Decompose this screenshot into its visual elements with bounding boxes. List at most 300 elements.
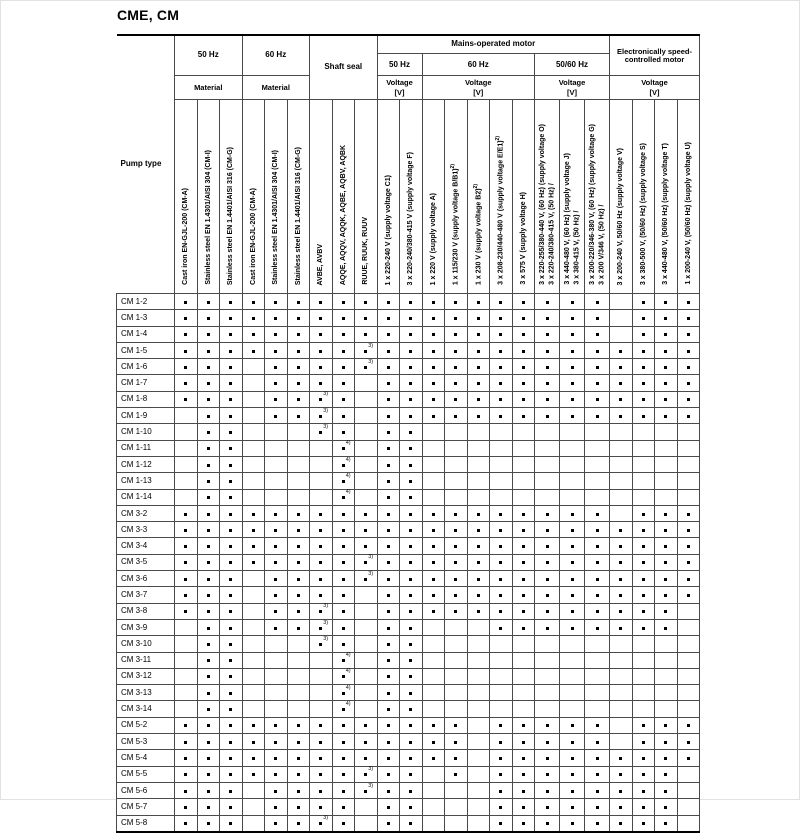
availability-cell-voltage-t bbox=[655, 538, 678, 554]
availability-cell-voltage-c1 bbox=[377, 815, 400, 832]
availability-cell-seal-avbe bbox=[310, 326, 333, 342]
availability-dot bbox=[499, 578, 502, 581]
availability-dot bbox=[664, 545, 667, 548]
availability-dot bbox=[664, 790, 667, 793]
availability-dot bbox=[687, 301, 690, 304]
availability-cell-ss316-60hz bbox=[287, 522, 310, 538]
availability-dot bbox=[619, 578, 622, 581]
availability-dot bbox=[184, 578, 187, 581]
availability-cell-ss304-50hz bbox=[197, 766, 220, 782]
availability-cell-seal-avbe bbox=[310, 473, 333, 489]
availability-cell-voltage-v bbox=[610, 701, 633, 717]
availability-cell-ss316-60hz bbox=[287, 603, 310, 619]
availability-dot bbox=[546, 301, 549, 304]
availability-cell-seal-avbe bbox=[310, 685, 333, 701]
availability-cell-voltage-s bbox=[632, 652, 655, 668]
availability-cell-seal-ruue bbox=[355, 685, 378, 701]
column-header-voltage-f: 3 x 220-240/380-415 V (supply voltage F) bbox=[400, 100, 423, 294]
pump-type-cell: CM 3-7 bbox=[117, 587, 175, 603]
availability-dot bbox=[184, 561, 187, 564]
availability-cell-voltage-g bbox=[585, 489, 610, 505]
column-header-voltage-c1: 1 x 220-240 V (supply voltage C1) bbox=[377, 100, 400, 294]
availability-dot bbox=[387, 773, 390, 776]
availability-cell-ss316-60hz bbox=[287, 294, 310, 310]
availability-cell-voltage-o bbox=[535, 326, 560, 342]
voltage-header: Voltage [V] bbox=[422, 76, 535, 100]
availability-cell-voltage-s bbox=[632, 619, 655, 635]
availability-dot bbox=[207, 366, 210, 369]
availability-cell-ss316-50hz bbox=[220, 294, 243, 310]
availability-dot bbox=[596, 578, 599, 581]
availability-cell-voltage-e1 bbox=[490, 734, 513, 750]
availability-cell-ss304-60hz bbox=[265, 391, 288, 407]
pump-type-cell: CM 5-7 bbox=[117, 799, 175, 815]
pump-type-cell: CM 3-14 bbox=[117, 701, 175, 717]
availability-cell-seal-aqqe bbox=[332, 587, 355, 603]
availability-dot bbox=[229, 822, 232, 825]
availability-cell-ss316-60hz bbox=[287, 766, 310, 782]
availability-cell-voltage-s bbox=[632, 424, 655, 440]
availability-cell-voltage-b2 bbox=[467, 603, 490, 619]
availability-cell-voltage-e1 bbox=[490, 717, 513, 733]
availability-cell-voltage-h bbox=[512, 456, 535, 472]
availability-dot bbox=[387, 806, 390, 809]
availability-cell-seal-aqqe bbox=[332, 571, 355, 587]
availability-dot bbox=[207, 659, 210, 662]
availability-dot bbox=[687, 513, 690, 516]
availability-cell-voltage-c1 bbox=[377, 668, 400, 684]
availability-dot bbox=[596, 529, 599, 532]
availability-cell-voltage-u bbox=[677, 554, 700, 570]
availability-cell-voltage-j bbox=[560, 734, 585, 750]
availability-dot bbox=[499, 822, 502, 825]
availability-cell-voltage-b1 bbox=[445, 799, 468, 815]
footnote-marker: 3) bbox=[323, 815, 329, 822]
availability-cell-seal-ruue bbox=[355, 310, 378, 326]
availability-dot bbox=[252, 773, 255, 776]
availability-dot bbox=[252, 333, 255, 336]
availability-dot bbox=[229, 724, 232, 727]
availability-cell-voltage-s bbox=[632, 815, 655, 832]
availability-cell-ss316-50hz bbox=[220, 505, 243, 521]
availability-dot bbox=[664, 513, 667, 516]
availability-dot bbox=[571, 317, 574, 320]
table-row bbox=[117, 342, 700, 358]
availability-cell-voltage-u bbox=[677, 440, 700, 456]
availability-dot bbox=[499, 790, 502, 793]
availability-dot bbox=[342, 529, 345, 532]
availability-cell-voltage-t bbox=[655, 489, 678, 505]
availability-dot bbox=[319, 627, 322, 630]
availability-dot bbox=[229, 806, 232, 809]
availability-cell-voltage-o bbox=[535, 766, 560, 782]
availability-dot bbox=[499, 724, 502, 727]
availability-dot bbox=[596, 301, 599, 304]
availability-cell-voltage-u bbox=[677, 310, 700, 326]
availability-dot bbox=[619, 350, 622, 353]
availability-dot bbox=[252, 741, 255, 744]
availability-dot bbox=[229, 431, 232, 434]
availability-cell-ss304-60hz bbox=[265, 375, 288, 391]
availability-dot bbox=[297, 806, 300, 809]
availability-dot bbox=[596, 594, 599, 597]
availability-dot bbox=[229, 561, 232, 564]
availability-cell-cast-iron-60hz bbox=[242, 326, 265, 342]
availability-cell-voltage-a bbox=[422, 571, 445, 587]
availability-dot bbox=[499, 301, 502, 304]
pump-type-cell: CM 5-4 bbox=[117, 750, 175, 766]
availability-dot bbox=[297, 333, 300, 336]
availability-dot bbox=[252, 561, 255, 564]
availability-cell-voltage-h bbox=[512, 815, 535, 832]
availability-cell-voltage-v bbox=[610, 375, 633, 391]
availability-cell-voltage-b1 bbox=[445, 440, 468, 456]
table-row bbox=[117, 734, 700, 750]
footnote-marker: 4) bbox=[345, 652, 351, 659]
availability-dot bbox=[342, 741, 345, 744]
availability-dot bbox=[229, 333, 232, 336]
availability-cell-seal-avbe bbox=[310, 440, 333, 456]
availability-dot bbox=[642, 822, 645, 825]
availability-cell-voltage-v bbox=[610, 652, 633, 668]
availability-dot bbox=[499, 333, 502, 336]
availability-dot bbox=[229, 464, 232, 467]
availability-dot bbox=[319, 333, 322, 336]
availability-dot bbox=[596, 415, 599, 418]
availability-cell-voltage-v bbox=[610, 636, 633, 652]
availability-cell-voltage-o bbox=[535, 408, 560, 424]
availability-dot bbox=[184, 382, 187, 385]
availability-cell-voltage-f bbox=[400, 456, 423, 472]
table-row bbox=[117, 294, 700, 310]
availability-dot bbox=[274, 529, 277, 532]
pump-type-cell: CM 1-7 bbox=[117, 375, 175, 391]
availability-cell-voltage-g bbox=[585, 734, 610, 750]
availability-cell-voltage-g bbox=[585, 359, 610, 375]
table-row bbox=[117, 359, 700, 375]
availability-cell-voltage-b2 bbox=[467, 326, 490, 342]
availability-dot bbox=[297, 773, 300, 776]
availability-dot bbox=[184, 513, 187, 516]
availability-cell-voltage-h bbox=[512, 668, 535, 684]
availability-cell-voltage-o bbox=[535, 375, 560, 391]
availability-cell-seal-aqqe bbox=[332, 473, 355, 489]
availability-dot bbox=[319, 415, 322, 418]
availability-dot bbox=[274, 301, 277, 304]
availability-dot bbox=[364, 301, 367, 304]
availability-dot bbox=[499, 545, 502, 548]
availability-cell-voltage-o bbox=[535, 782, 560, 798]
availability-dot bbox=[664, 627, 667, 630]
availability-cell-seal-ruue bbox=[355, 701, 378, 717]
availability-cell-seal-ruue bbox=[355, 734, 378, 750]
availability-cell-voltage-c1 bbox=[377, 473, 400, 489]
availability-dot bbox=[522, 578, 525, 581]
table-row bbox=[117, 619, 700, 635]
availability-cell-voltage-v bbox=[610, 359, 633, 375]
availability-dot bbox=[342, 594, 345, 597]
availability-cell-ss304-50hz bbox=[197, 391, 220, 407]
availability-cell-ss304-50hz bbox=[197, 652, 220, 668]
availability-dot bbox=[207, 790, 210, 793]
availability-cell-ss304-50hz bbox=[197, 603, 220, 619]
availability-cell-voltage-f bbox=[400, 571, 423, 587]
pump-type-cell: CM 1-6 bbox=[117, 359, 175, 375]
column-header-voltage-b2: 1 x 230 V (supply voltage B2)$^{2)}$ bbox=[467, 100, 490, 294]
availability-cell-voltage-a bbox=[422, 734, 445, 750]
availability-dot bbox=[387, 431, 390, 434]
availability-dot bbox=[364, 561, 367, 564]
availability-dot bbox=[571, 333, 574, 336]
availability-dot bbox=[409, 545, 412, 548]
availability-dot bbox=[522, 350, 525, 353]
availability-dot bbox=[319, 317, 322, 320]
availability-dot bbox=[522, 513, 525, 516]
availability-cell-voltage-j bbox=[560, 375, 585, 391]
availability-dot bbox=[229, 496, 232, 499]
availability-dot bbox=[297, 317, 300, 320]
availability-cell-voltage-c1 bbox=[377, 359, 400, 375]
availability-dot bbox=[499, 350, 502, 353]
availability-cell-cast-iron-60hz bbox=[242, 391, 265, 407]
availability-cell-voltage-a bbox=[422, 473, 445, 489]
availability-dot bbox=[319, 822, 322, 825]
availability-cell-voltage-o bbox=[535, 473, 560, 489]
availability-dot bbox=[229, 773, 232, 776]
availability-cell-voltage-j bbox=[560, 685, 585, 701]
availability-dot bbox=[571, 773, 574, 776]
availability-cell-voltage-f bbox=[400, 685, 423, 701]
availability-cell-cast-iron-60hz bbox=[242, 342, 265, 358]
availability-dot bbox=[207, 692, 210, 695]
availability-dot bbox=[342, 398, 345, 401]
availability-dot bbox=[207, 594, 210, 597]
availability-dot bbox=[596, 382, 599, 385]
availability-cell-voltage-h bbox=[512, 359, 535, 375]
availability-cell-seal-aqqe bbox=[332, 408, 355, 424]
availability-dot bbox=[364, 757, 367, 760]
availability-cell-voltage-a bbox=[422, 652, 445, 668]
availability-dot bbox=[207, 675, 210, 678]
availability-dot bbox=[454, 561, 457, 564]
availability-dot bbox=[297, 366, 300, 369]
availability-cell-voltage-u bbox=[677, 294, 700, 310]
availability-dot bbox=[546, 350, 549, 353]
availability-cell-voltage-a bbox=[422, 685, 445, 701]
availability-dot bbox=[319, 561, 322, 564]
availability-cell-voltage-u bbox=[677, 668, 700, 684]
availability-cell-ss316-60hz bbox=[287, 815, 310, 832]
availability-dot bbox=[229, 398, 232, 401]
availability-dot bbox=[342, 415, 345, 418]
table-row bbox=[117, 326, 700, 342]
availability-cell-voltage-v bbox=[610, 587, 633, 603]
availability-dot bbox=[642, 561, 645, 564]
availability-dot bbox=[454, 398, 457, 401]
availability-dot bbox=[687, 757, 690, 760]
availability-cell-ss304-50hz bbox=[197, 782, 220, 798]
availability-cell-voltage-s bbox=[632, 342, 655, 358]
availability-cell-seal-ruue bbox=[355, 375, 378, 391]
availability-cell-cast-iron-50hz bbox=[175, 619, 198, 635]
availability-cell-cast-iron-50hz bbox=[175, 750, 198, 766]
availability-cell-voltage-h bbox=[512, 391, 535, 407]
availability-cell-ss316-50hz bbox=[220, 734, 243, 750]
availability-dot bbox=[619, 594, 622, 597]
availability-cell-voltage-e1 bbox=[490, 554, 513, 570]
availability-dot bbox=[319, 398, 322, 401]
availability-dot bbox=[687, 529, 690, 532]
availability-cell-voltage-e1 bbox=[490, 424, 513, 440]
availability-cell-ss304-50hz bbox=[197, 359, 220, 375]
availability-cell-voltage-t bbox=[655, 408, 678, 424]
availability-cell-ss316-50hz bbox=[220, 424, 243, 440]
availability-cell-voltage-g bbox=[585, 799, 610, 815]
availability-cell-voltage-t bbox=[655, 619, 678, 635]
availability-cell-voltage-j bbox=[560, 619, 585, 635]
availability-cell-voltage-c1 bbox=[377, 799, 400, 815]
availability-cell-voltage-s bbox=[632, 310, 655, 326]
availability-cell-voltage-j bbox=[560, 538, 585, 554]
availability-cell-voltage-g bbox=[585, 440, 610, 456]
availability-cell-ss316-50hz bbox=[220, 522, 243, 538]
availability-dot bbox=[546, 561, 549, 564]
footnote-marker: 3) bbox=[323, 424, 329, 431]
availability-cell-voltage-a bbox=[422, 359, 445, 375]
availability-cell-voltage-j bbox=[560, 668, 585, 684]
pump-type-cell: CM 1-12 bbox=[117, 456, 175, 472]
availability-cell-ss316-60hz bbox=[287, 538, 310, 554]
availability-cell-cast-iron-60hz bbox=[242, 310, 265, 326]
availability-dot bbox=[642, 741, 645, 744]
availability-dot bbox=[454, 301, 457, 304]
availability-cell-voltage-s bbox=[632, 326, 655, 342]
availability-cell-seal-ruue bbox=[355, 652, 378, 668]
availability-cell-voltage-t bbox=[655, 342, 678, 358]
availability-cell-voltage-j bbox=[560, 603, 585, 619]
availability-cell-cast-iron-50hz bbox=[175, 359, 198, 375]
availability-cell-voltage-s bbox=[632, 587, 655, 603]
availability-dot bbox=[319, 741, 322, 744]
availability-cell-voltage-o bbox=[535, 456, 560, 472]
availability-dot bbox=[184, 317, 187, 320]
availability-cell-voltage-o bbox=[535, 342, 560, 358]
availability-dot bbox=[596, 610, 599, 613]
availability-cell-voltage-g bbox=[585, 717, 610, 733]
availability-dot bbox=[342, 692, 345, 695]
availability-cell-voltage-b1 bbox=[445, 815, 468, 832]
availability-dot bbox=[619, 773, 622, 776]
availability-dot bbox=[184, 301, 187, 304]
availability-cell-ss316-50hz bbox=[220, 782, 243, 798]
availability-dot bbox=[687, 741, 690, 744]
availability-dot bbox=[409, 350, 412, 353]
availability-dot bbox=[432, 578, 435, 581]
availability-dot bbox=[477, 610, 480, 613]
availability-dot bbox=[387, 545, 390, 548]
availability-dot bbox=[642, 513, 645, 516]
availability-cell-ss304-60hz bbox=[265, 408, 288, 424]
availability-dot bbox=[522, 301, 525, 304]
availability-dot bbox=[642, 366, 645, 369]
availability-cell-ss316-50hz bbox=[220, 391, 243, 407]
availability-cell-voltage-t bbox=[655, 717, 678, 733]
availability-dot bbox=[409, 382, 412, 385]
availability-cell-voltage-u bbox=[677, 717, 700, 733]
availability-dot bbox=[207, 610, 210, 613]
availability-dot bbox=[596, 366, 599, 369]
availability-cell-voltage-o bbox=[535, 505, 560, 521]
availability-cell-voltage-f bbox=[400, 326, 423, 342]
availability-cell-voltage-c1 bbox=[377, 554, 400, 570]
column-header-ss304-50hz: Stainless steel EN 1.4301/AISI 304 (CM-I) bbox=[197, 100, 220, 294]
availability-cell-voltage-s bbox=[632, 717, 655, 733]
availability-dot bbox=[596, 545, 599, 548]
availability-cell-voltage-o bbox=[535, 440, 560, 456]
availability-dot bbox=[342, 627, 345, 630]
availability-cell-seal-ruue bbox=[355, 342, 378, 358]
availability-cell-voltage-g bbox=[585, 701, 610, 717]
availability-cell-cast-iron-50hz bbox=[175, 587, 198, 603]
footnote-marker: 4) bbox=[345, 668, 351, 675]
availability-dot bbox=[642, 545, 645, 548]
availability-cell-voltage-c1 bbox=[377, 375, 400, 391]
availability-dot bbox=[409, 333, 412, 336]
header-row-labels bbox=[117, 76, 700, 100]
availability-cell-cast-iron-50hz bbox=[175, 636, 198, 652]
availability-cell-ss316-60hz bbox=[287, 587, 310, 603]
availability-cell-seal-aqqe bbox=[332, 701, 355, 717]
availability-cell-voltage-h bbox=[512, 750, 535, 766]
availability-cell-voltage-a bbox=[422, 326, 445, 342]
availability-cell-voltage-v bbox=[610, 489, 633, 505]
availability-dot bbox=[319, 773, 322, 776]
availability-dot bbox=[664, 822, 667, 825]
availability-cell-voltage-c1 bbox=[377, 342, 400, 358]
group-mains-operated-motor: Mains-operated motor bbox=[377, 35, 610, 54]
availability-cell-voltage-c1 bbox=[377, 391, 400, 407]
availability-dot bbox=[477, 317, 480, 320]
availability-dot bbox=[522, 594, 525, 597]
availability-dot bbox=[571, 627, 574, 630]
availability-dot bbox=[432, 529, 435, 532]
availability-dot bbox=[207, 773, 210, 776]
availability-dot bbox=[409, 724, 412, 727]
availability-dot bbox=[387, 317, 390, 320]
group-electronic-motor: Electronically speed-controlled motor bbox=[610, 35, 700, 76]
availability-cell-ss316-60hz bbox=[287, 701, 310, 717]
availability-cell-cast-iron-60hz bbox=[242, 522, 265, 538]
pump-type-cell: CM 3-2 bbox=[117, 505, 175, 521]
availability-cell-voltage-b2 bbox=[467, 782, 490, 798]
availability-cell-voltage-h bbox=[512, 408, 535, 424]
availability-cell-voltage-f bbox=[400, 652, 423, 668]
table-row bbox=[117, 685, 700, 701]
availability-cell-voltage-c1 bbox=[377, 636, 400, 652]
availability-cell-voltage-e1 bbox=[490, 766, 513, 782]
availability-cell-ss304-60hz bbox=[265, 766, 288, 782]
availability-dot bbox=[522, 317, 525, 320]
availability-cell-voltage-e1 bbox=[490, 391, 513, 407]
availability-dot bbox=[387, 790, 390, 793]
availability-dot bbox=[664, 741, 667, 744]
availability-dot bbox=[387, 447, 390, 450]
availability-dot bbox=[664, 806, 667, 809]
availability-cell-seal-avbe bbox=[310, 342, 333, 358]
availability-dot bbox=[342, 496, 345, 499]
availability-cell-voltage-v bbox=[610, 685, 633, 701]
availability-dot bbox=[571, 398, 574, 401]
